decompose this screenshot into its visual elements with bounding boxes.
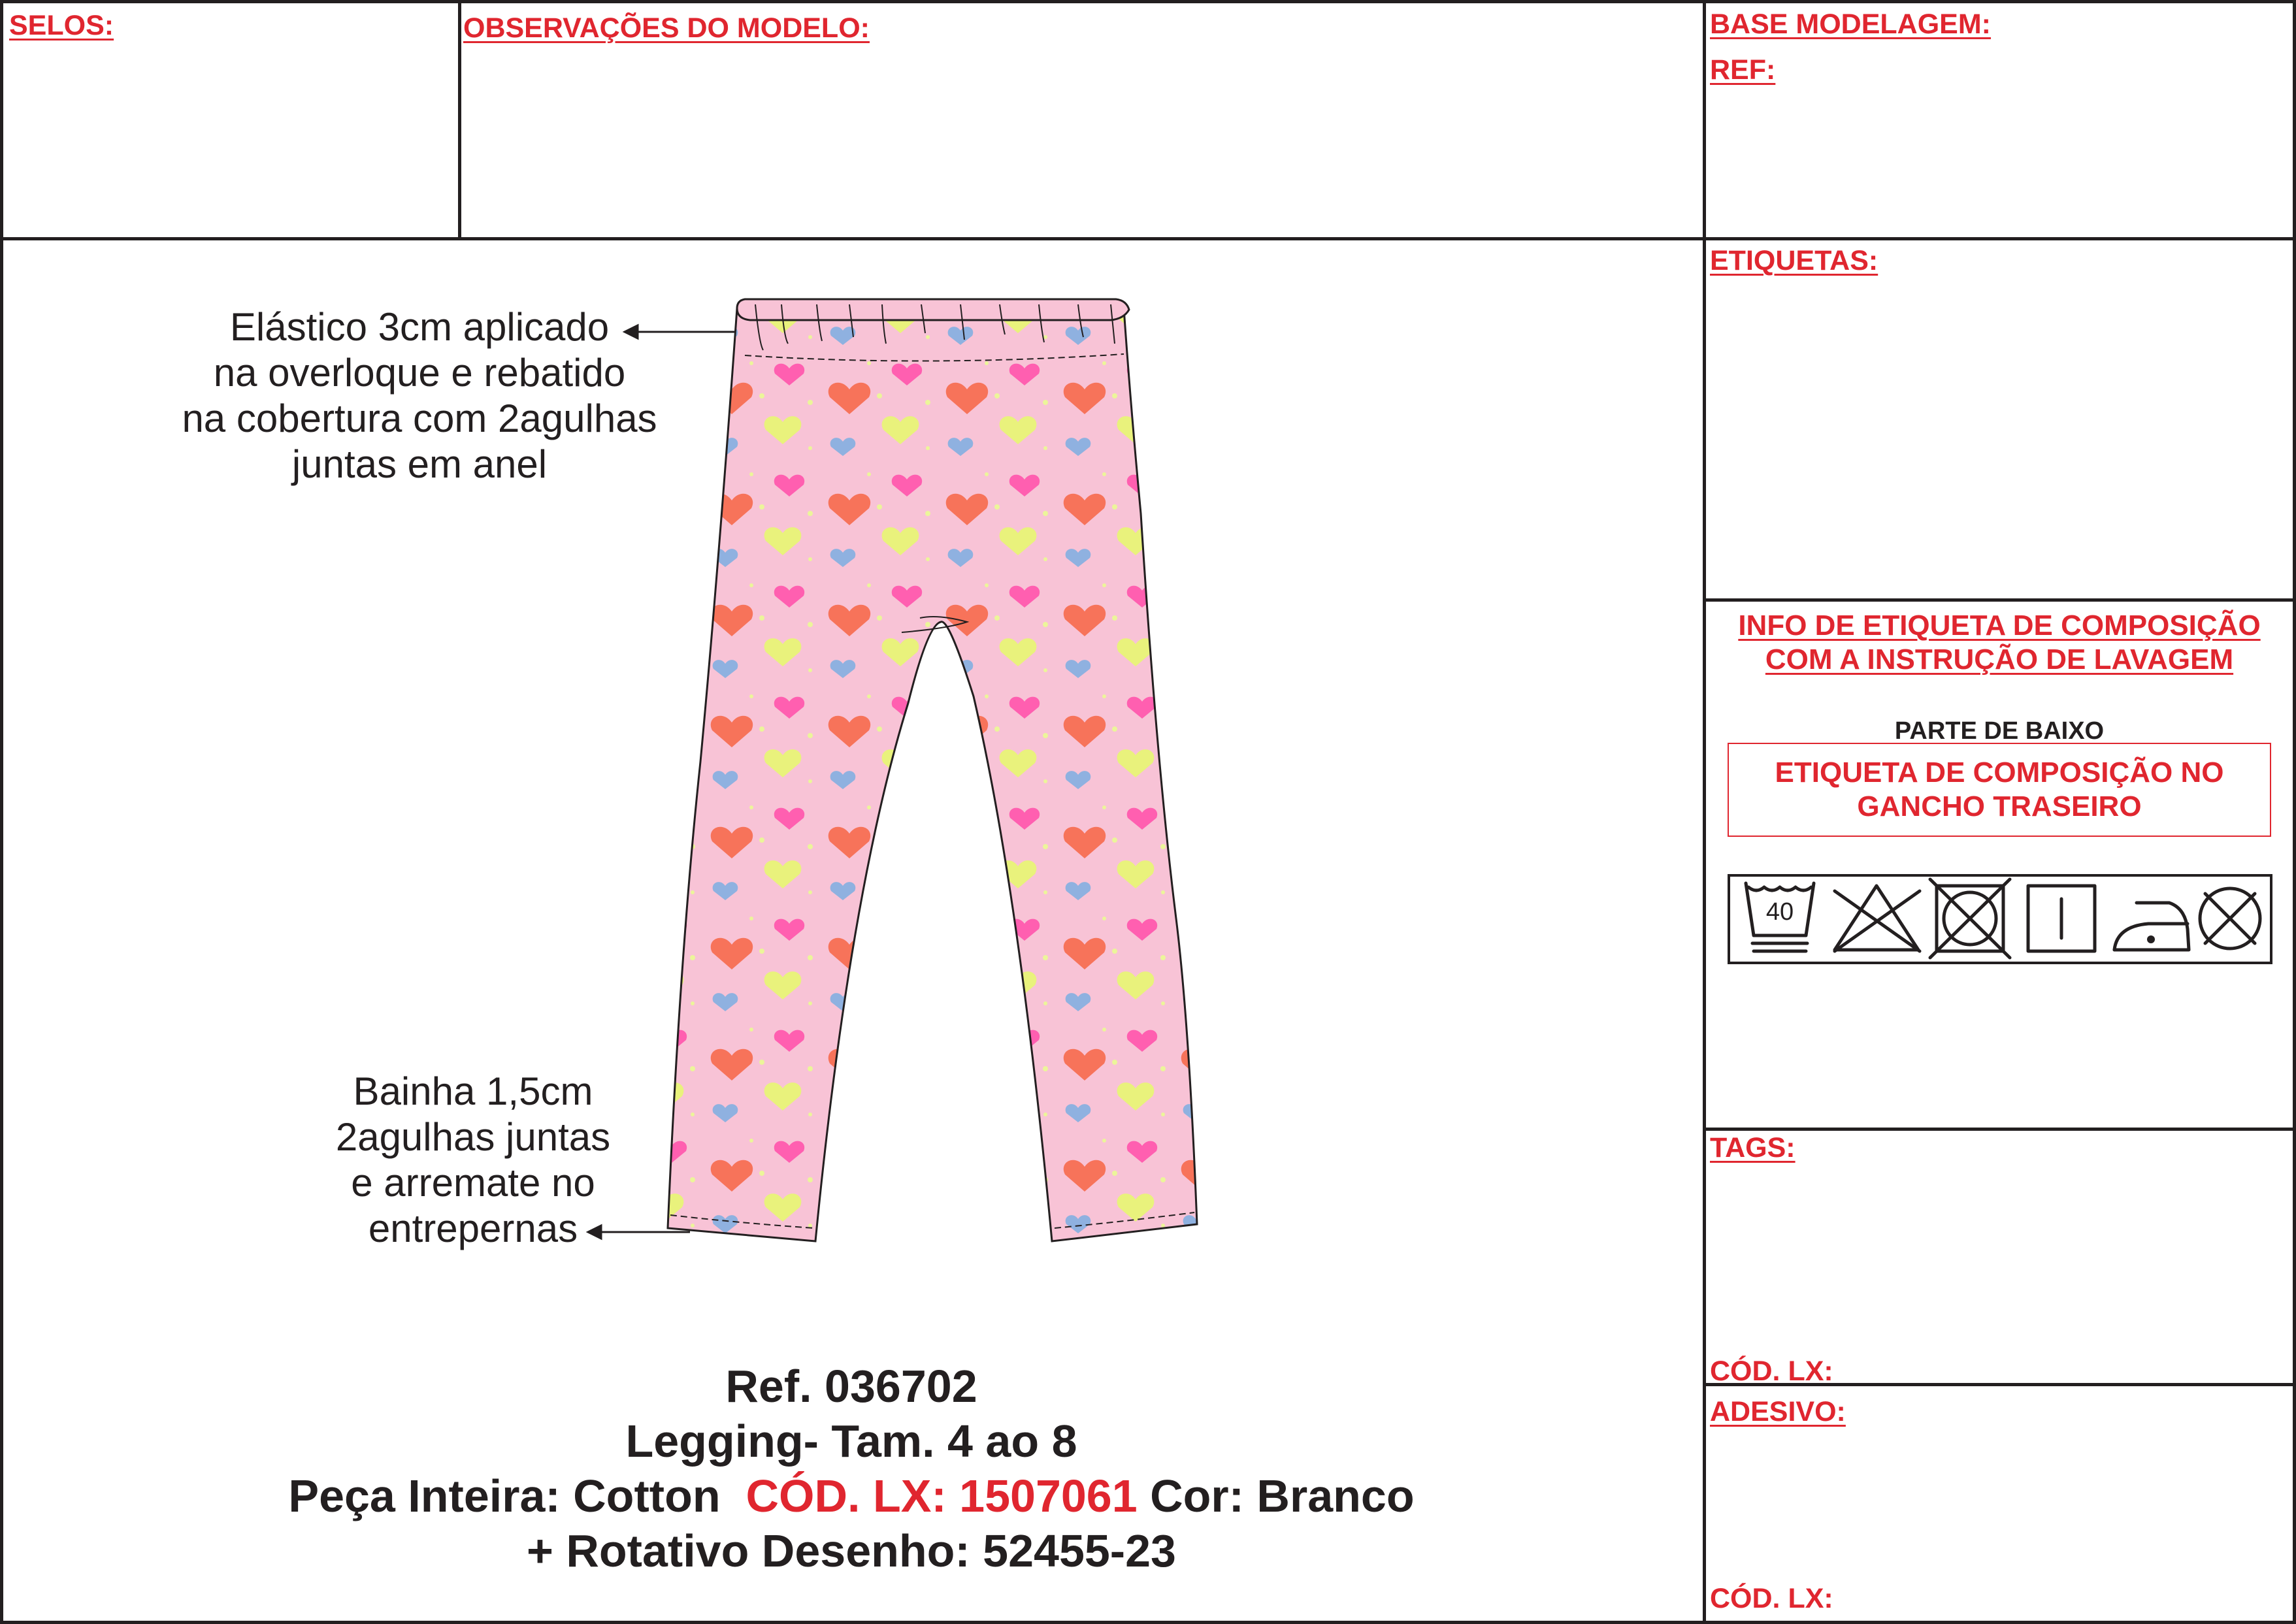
selos-label: SELOS:: [9, 10, 114, 41]
adesivo-cod-lx-label: CÓD. LX:: [1710, 1583, 1833, 1614]
base-modelagem-label: BASE MODELAGEM:: [1710, 8, 1991, 40]
wash-temperature: 40: [1765, 898, 1794, 926]
hem-note-line1: Bainha 1,5cm: [353, 1069, 593, 1113]
ref-label: REF:: [1710, 54, 1776, 86]
care-symbols-box: [1728, 874, 2272, 964]
parte-de-baixo-label: PARTE DE BAIXO: [1894, 717, 2105, 745]
info-etiqueta-title: [1703, 609, 2296, 677]
info-title-line1: INFO DE ETIQUETA DE COMPOSIÇÃO: [1738, 609, 2261, 641]
composicao-line1: ETIQUETA DE COMPOSIÇÃO NO: [1775, 756, 2224, 788]
no-dry-clean-icon: [2200, 888, 2260, 949]
info-etiqueta-box: [1703, 598, 2296, 1131]
waistband-note-line1: Elástico 3cm aplicado: [229, 305, 610, 349]
fabric-prefix: Peça Inteira: Cotton: [288, 1470, 721, 1521]
composicao-line2: GANCHO TRASEIRO: [1857, 790, 2142, 822]
product-ref: Ref. 036702: [725, 1361, 977, 1412]
waistband-note-line4: juntas em anel: [291, 442, 548, 486]
hem-note-line3: e arremate no: [351, 1161, 595, 1205]
waistband-note-line2: na overloque e rebatido: [213, 351, 626, 395]
product-fabric-line: [0, 1469, 1703, 1523]
hem-note: [310, 1069, 636, 1252]
adesivo-label: ADESIVO:: [1710, 1396, 1846, 1427]
hem-note-line4: entrepernas: [368, 1207, 578, 1250]
waistband-note-line3: na cobertura com 2agulhas: [182, 397, 657, 440]
waistband-note: [158, 304, 681, 487]
info-title-line2: COM A INSTRUÇÃO DE LAVAGEM: [1765, 643, 2234, 675]
hem-note-line2: 2agulhas juntas: [335, 1115, 611, 1159]
print-value: + Rotativo Desenho: 52455-23: [527, 1525, 1176, 1576]
product-info: [0, 1359, 1703, 1578]
cod-lx-value: CÓD. LX: 1507061: [746, 1470, 1138, 1521]
color-value: Cor: Branco: [1150, 1470, 1415, 1521]
tags-cod-lx-label: CÓD. LX:: [1710, 1356, 1833, 1387]
product-description: Legging- Tam. 4 ao 8: [625, 1416, 1077, 1467]
tags-box: [1703, 1128, 2296, 1386]
line-dry-icon: [2028, 886, 2095, 951]
etiquetas-label: ETIQUETAS:: [1710, 245, 1878, 276]
no-tumble-dry-icon: [1930, 879, 2010, 958]
etiquetas-box: [1703, 237, 2296, 602]
no-bleach-icon: [1835, 886, 1920, 951]
observacoes-label: OBSERVAÇÕES DO MODELO:: [463, 12, 870, 44]
tags-label: TAGS:: [1710, 1132, 1796, 1163]
composicao-label-box: [1728, 743, 2271, 837]
